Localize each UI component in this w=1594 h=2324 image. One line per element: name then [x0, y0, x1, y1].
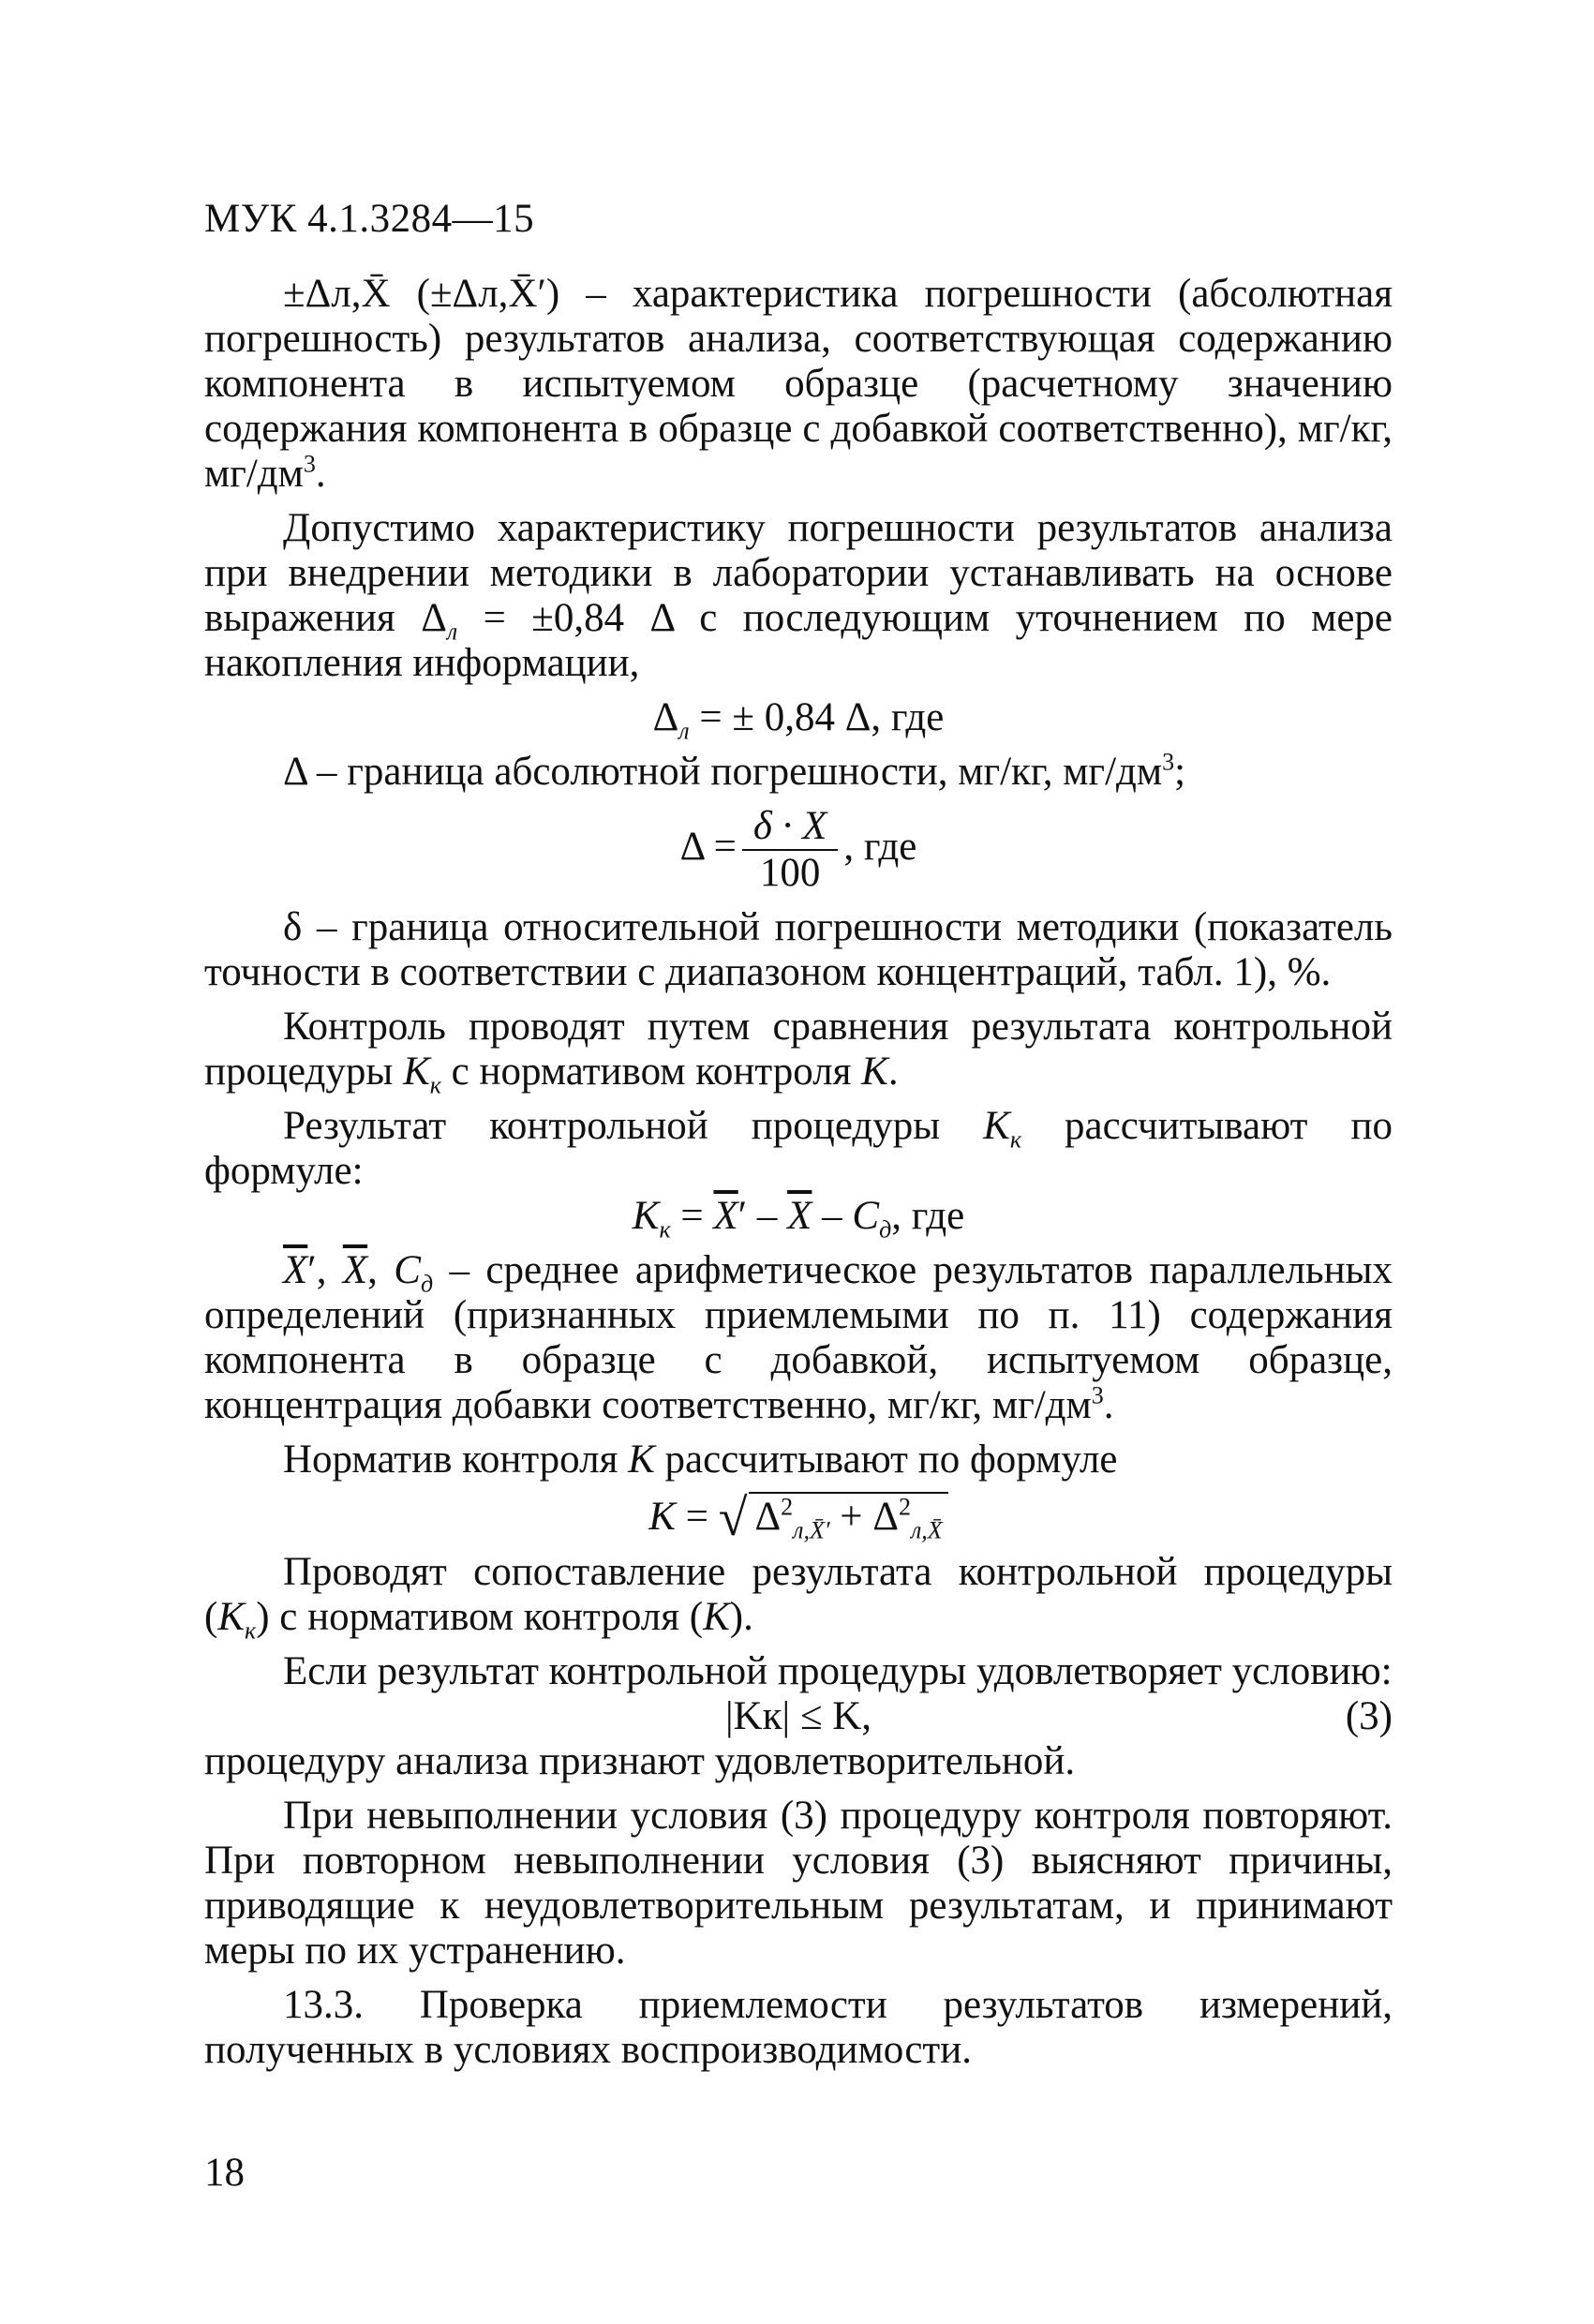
fraction-denominator: 100: [759, 851, 821, 895]
equation-number: (3): [1345, 1694, 1393, 1738]
error-symbols: ±Δл,X̄ (±Δл,X̄′): [283, 272, 560, 316]
fraction: [742, 804, 839, 896]
equation-delta-fraction: Δ = $\frac{\delta \cdot X}{100}$ , где: [679, 804, 917, 895]
page-number: 18: [204, 2151, 245, 2195]
paragraph-comparison: Проводят сопоставление результата контрольной процедуры $(K_к)$ с нормативом контроля (K).: [204, 1550, 1393, 1645]
paragraph-mean-definition: $\overline{X}'$, $\overline{X}$, $C_д$ – среднее арифметическое результатов параллельных определений (признанных приемлемыми по п. 11) содержания компонента в образце с добавкой, испытуемом образце, концентрация добавки соответственно, мг/кг, $мг/дм^3$.: [204, 1248, 1393, 1427]
radical-sign: √: [718, 1489, 748, 1547]
paragraph-allowable: Допустимо характеристику погрешности результатов анализа при внедрении методики в лаборатории устанавливать на основе выражения $\Delta_л = \pm 0,84$ Δ с последующим уточнением по мере накопления информации,: [204, 506, 1393, 685]
fraction-numerator: δ · X: [742, 804, 839, 851]
paragraph-delta-definition: Δ – граница абсолютной погрешности, мг/кг, $мг/дм^3$;: [283, 748, 1186, 794]
paragraph-norm: Норматив контроля K рассчитывают по формуле: [283, 1438, 1118, 1482]
equation-condition-3: |Kк| ≤ K, (3): [724, 1694, 1393, 1738]
document-body: [204, 272, 1393, 2073]
radicand: $\Delta^2_{л,X̄'} + \Delta^2_{л,X̄}$: [749, 1492, 947, 1539]
paragraph-satisfactory: процедуру анализа признают удовлетворительной.: [204, 1739, 1076, 1783]
paragraph-error-characteristic: ±Δл,X̄ (±Δл,X̄′) – характеристика погрешности (абсолютная погрешность) результатов анализа, соответствующая содержанию компонента в испытуемом образце (расчетному значению содержания компонента в образце с добавкой соответственно), мг/кг, $мг/дм^3$.: [204, 272, 1393, 496]
paragraph-delta-relative: δ – граница относительной погрешности методики (показатель точности в соответствии с диапазоном концентраций, табл. 1), %.: [204, 905, 1393, 994]
paragraph-control-result: Результат контрольной процедуры $K_к$ рассчитывают по формуле:: [204, 1104, 1393, 1193]
equation-norm-sqrt: K = √ $\Delta^2_{л,X̄'} + \Delta^2_{л,X̄}$: [204, 1492, 1393, 1541]
document-id: МУК 4.1.3284—15: [204, 197, 535, 241]
equation-control-procedure: $K_к = \overline{X}' - \overline{X} - C_д$, где: [632, 1194, 965, 1244]
paragraph-failure: При невыполнении условия (3) процедуру контроля повторяют. При повторном невыполнении условия (3) выясняют причины, приводящие к неудовлетворительным результатам, и принимают меры по их устранению.: [204, 1794, 1393, 1973]
equation-delta-lab: $\Delta_л$ = ± 0,84 Δ, где: [652, 695, 945, 745]
paragraph-control: Контроль проводят путем сравнения результата контрольной процедуры $K_к$ с нормативом контроля K.: [204, 1005, 1393, 1099]
paragraph-section-13-3: 13.3. Проверка приемлемости результатов измерений, полученных в условиях воспроизводимости.: [204, 1983, 1393, 2072]
paragraph-condition: Если результат контрольной процедуры удовлетворяет условию:: [283, 1649, 1393, 1693]
